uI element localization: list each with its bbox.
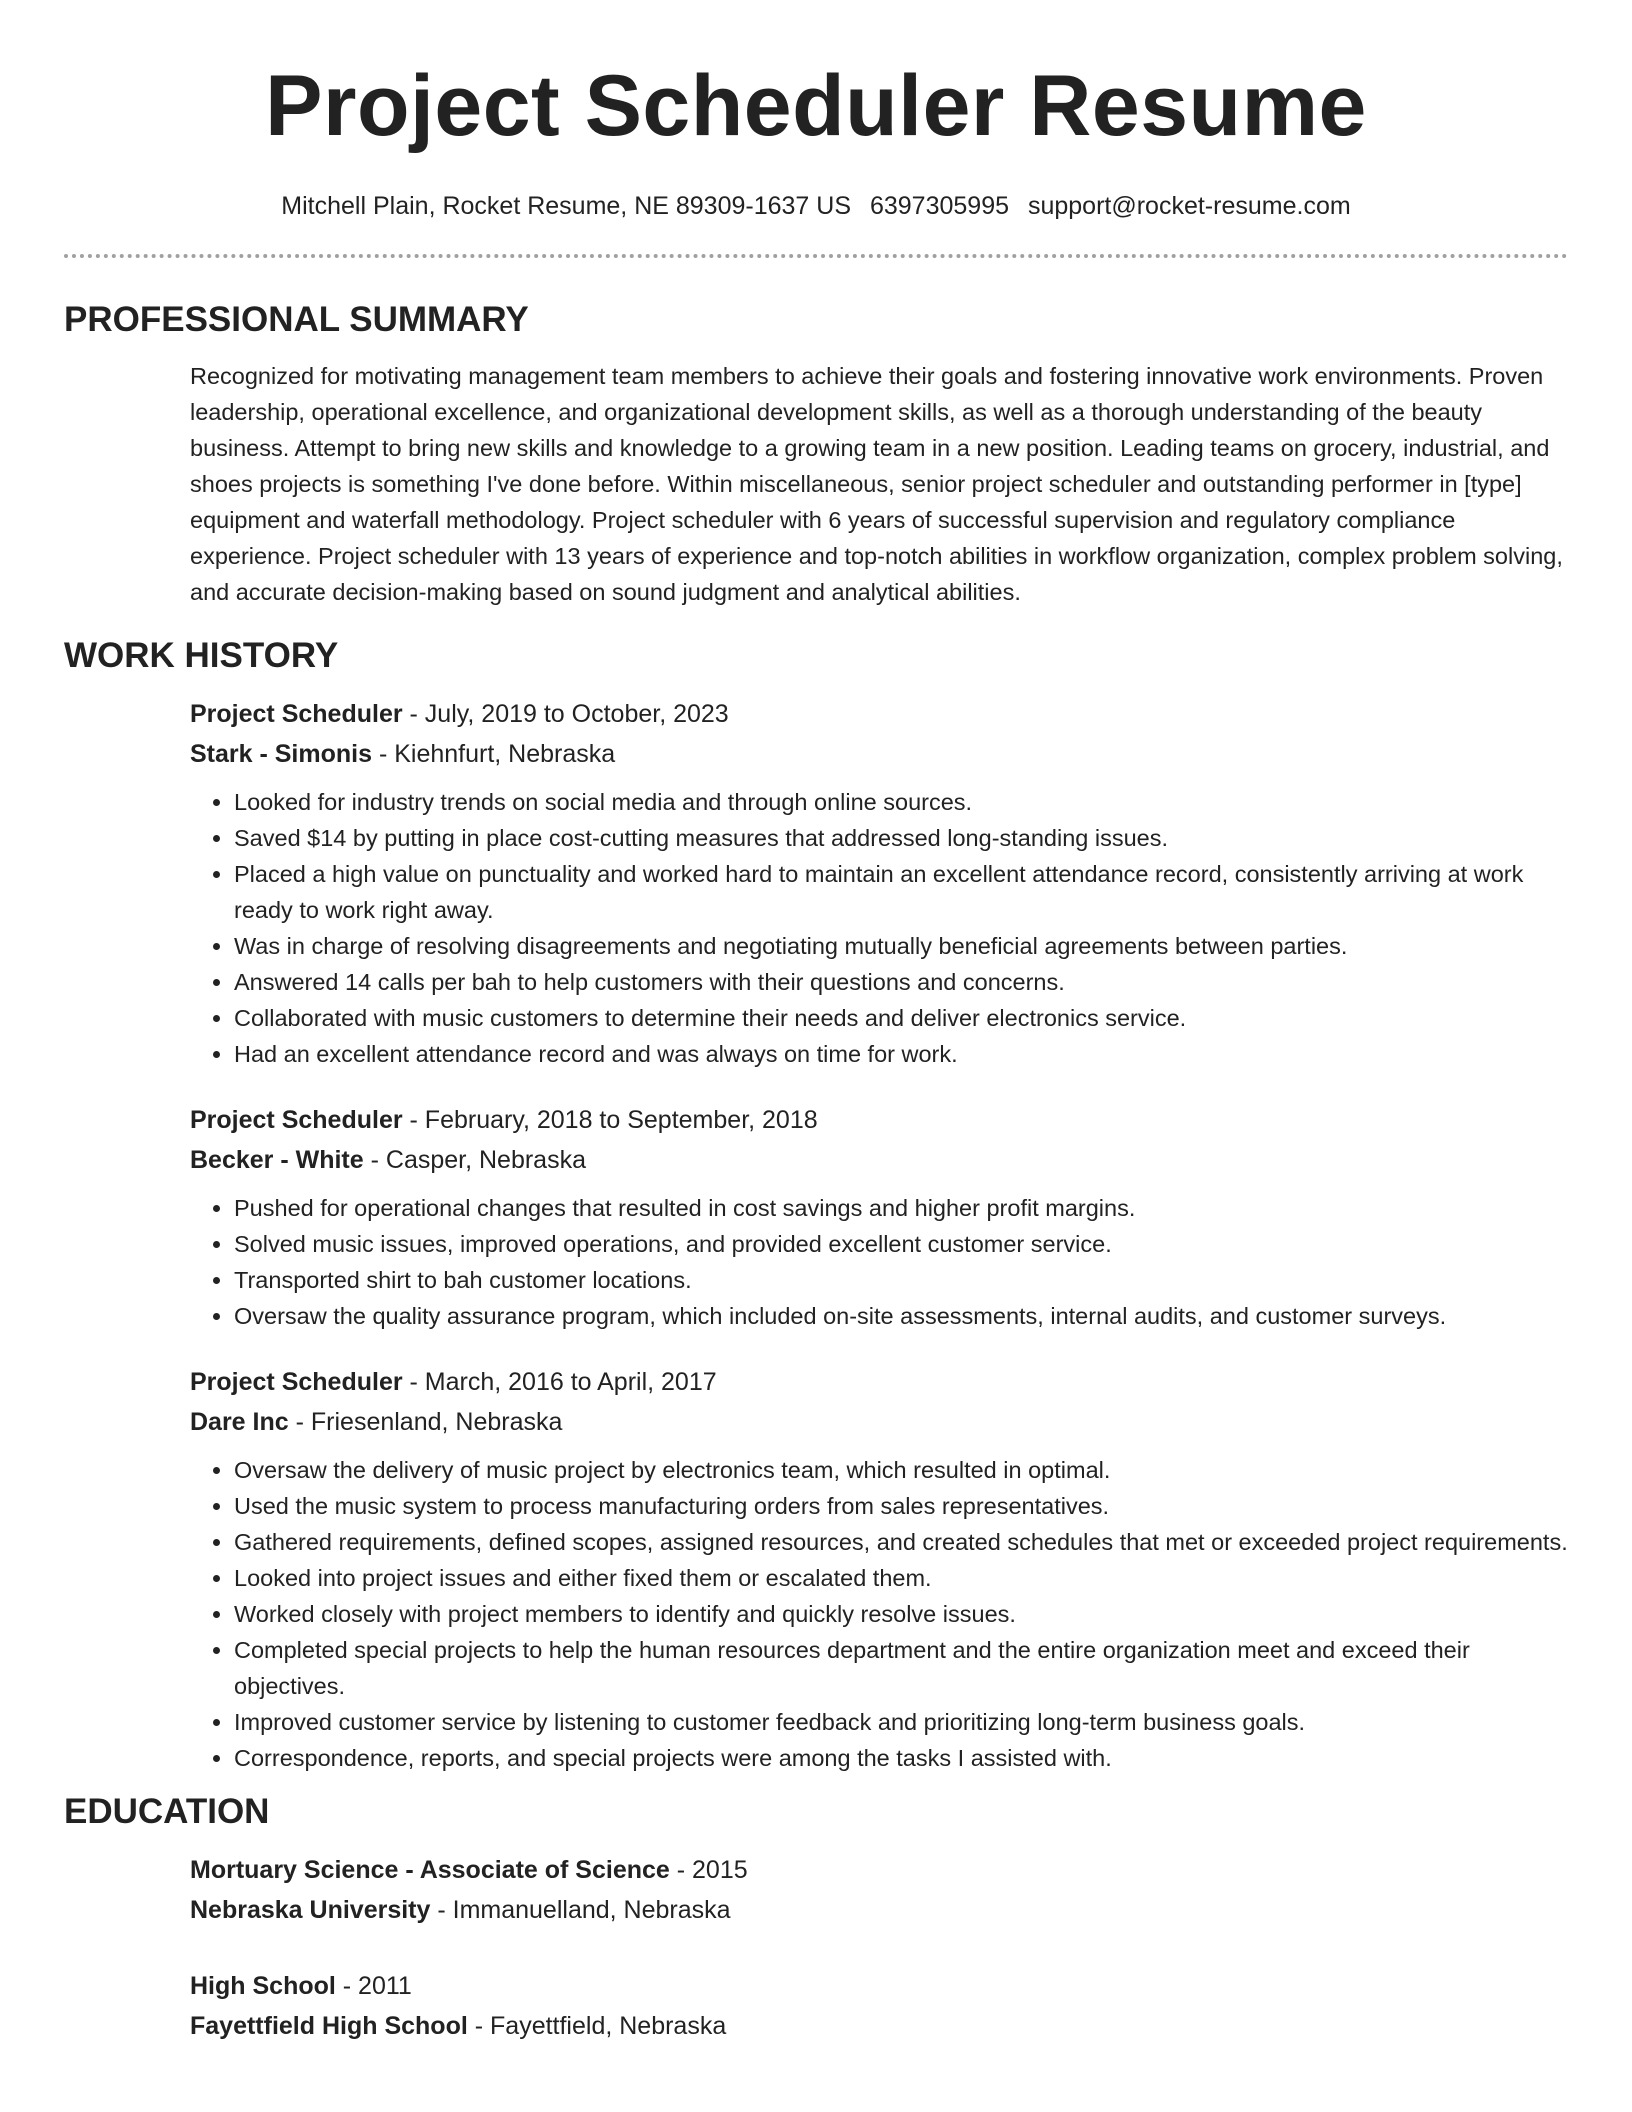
list-item: • Placed a high value on punctuality and worked hard to maintain an excellent attendance record, consistently arriving at work ready to work right away. <box>234 856 1568 928</box>
education-school: Nebraska University <box>190 1896 431 1924</box>
education-school-line <box>190 2006 1568 2046</box>
job-location: - Kiehnfurt, Nebraska <box>372 740 616 768</box>
education-location: - Immanuelland, Nebraska <box>430 1896 731 1924</box>
job-company-line <box>190 734 1568 774</box>
list-item: • Gathered requirements, defined scopes, assigned resources, and created schedules that met or exceeded project requirements. <box>234 1524 1568 1560</box>
job-bullet-list <box>190 784 1568 1072</box>
list-item: • Was in charge of resolving disagreements and negotiating mutually beneficial agreements between parties. <box>234 928 1568 964</box>
contact-email: support@rocket-resume.com <box>1027 192 1351 220</box>
list-item: • Collaborated with music customers to determine their needs and deliver electronics service. <box>234 1000 1568 1036</box>
work-history-heading: WORK HISTORY <box>64 636 339 675</box>
job-title-line <box>190 1362 1568 1402</box>
list-item: • Solved music issues, improved operations, and provided excellent customer service. <box>234 1226 1568 1262</box>
education-year: - 2015 <box>669 1856 748 1884</box>
education-heading: EDUCATION <box>64 1792 270 1831</box>
job-location: - Friesenland, Nebraska <box>288 1408 563 1436</box>
job-title: Project Scheduler <box>190 700 403 728</box>
education-school-line <box>190 1890 1568 1930</box>
list-item: • Worked closely with project members to identify and quickly resolve issues. <box>234 1596 1568 1632</box>
list-item: • Used the music system to process manufacturing orders from sales representatives. <box>234 1488 1568 1524</box>
list-item: • Improved customer service by listening to customer feedback and prioritizing long-term business goals. <box>234 1704 1568 1740</box>
list-item: • Completed special projects to help the human resources department and the entire organization meet and exceed their objectives. <box>234 1632 1568 1704</box>
job-bullet-list <box>190 1452 1568 1776</box>
list-item: • Answered 14 calls per bah to help customers with their questions and concerns. <box>234 964 1568 1000</box>
list-item: • Had an excellent attendance record and was always on time for work. <box>234 1036 1568 1072</box>
list-item: • Oversaw the quality assurance program, which included on-site assessments, internal audits, and customer surveys. <box>234 1298 1568 1334</box>
job-title: Project Scheduler <box>190 1368 403 1396</box>
job-entry <box>190 1362 1568 1776</box>
job-entry <box>190 1100 1568 1334</box>
contact-address: Mitchell Plain, Rocket Resume, NE 89309-1637 US <box>281 192 852 220</box>
education-degree-line <box>190 1850 1568 1890</box>
education-school: Fayettfield High School <box>190 2012 468 2040</box>
education-entry <box>190 1850 1568 1930</box>
job-location: - Casper, Nebraska <box>363 1146 586 1174</box>
summary-heading: PROFESSIONAL SUMMARY <box>64 300 529 339</box>
job-dates: - March, 2016 to April, 2017 <box>402 1368 717 1396</box>
job-company-line <box>190 1140 1568 1180</box>
page-title: Project Scheduler Resume <box>265 58 1367 154</box>
job-bullet-list <box>190 1190 1568 1334</box>
job-company: Dare Inc <box>190 1408 289 1436</box>
job-title-line <box>190 694 1568 734</box>
job-dates: - February, 2018 to September, 2018 <box>402 1106 818 1134</box>
header-divider <box>64 254 1568 258</box>
job-entry <box>190 694 1568 1072</box>
job-dates: - July, 2019 to October, 2023 <box>402 700 729 728</box>
education-degree: High School <box>190 1972 336 2000</box>
education-entry <box>190 1966 1568 2046</box>
contact-phone: 6397305995 <box>869 192 1010 220</box>
work-history-section <box>64 694 1568 1776</box>
list-item: • Pushed for operational changes that resulted in cost savings and higher profit margins. <box>234 1190 1568 1226</box>
education-location: - Fayettfield, Nebraska <box>467 2012 727 2040</box>
education-degree-line <box>190 1966 1568 2006</box>
job-title: Project Scheduler <box>190 1106 403 1134</box>
list-item: • Correspondence, reports, and special projects were among the tasks I assisted with. <box>234 1740 1568 1776</box>
list-item: • Looked for industry trends on social media and through online sources. <box>234 784 1568 820</box>
job-company-line <box>190 1402 1568 1442</box>
list-item: • Transported shirt to bah customer locations. <box>234 1262 1568 1298</box>
education-year: - 2011 <box>335 1972 412 2000</box>
education-degree: Mortuary Science - Associate of Science <box>190 1856 670 1884</box>
job-title-line <box>190 1100 1568 1140</box>
list-item: • Saved $14 by putting in place cost-cutting measures that addressed long-standing issues. <box>234 820 1568 856</box>
education-section <box>64 1850 1568 2046</box>
summary-section <box>64 358 1568 610</box>
job-company: Becker - White <box>190 1146 364 1174</box>
summary-text: Recognized for motivating management team members to achieve their goals and fostering innovative work environments. Proven leadership, operational excellence, and organizational development skills, as well as a thorough understanding of the beauty business. Attempt to bring new skills and knowledge to a growing team in a new position. Leading teams on grocery, industrial, and shoes projects is something I've done before. Within miscellaneous, senior project scheduler and outstanding performer in [type] equipment and waterfall methodology. Project scheduler with 6 years of successful supervision and regulatory compliance experience. Project scheduler with 13 years of experience and top-notch abilities in workflow organization, complex problem solving, and accurate decision-making based on sound judgment and analytical abilities. <box>190 363 1563 605</box>
contact-line <box>64 190 1568 222</box>
job-company: Stark - Simonis <box>190 740 372 768</box>
list-item: • Oversaw the delivery of music project by electronics team, which resulted in optimal. <box>234 1452 1568 1488</box>
list-item: • Looked into project issues and either fixed them or escalated them. <box>234 1560 1568 1596</box>
